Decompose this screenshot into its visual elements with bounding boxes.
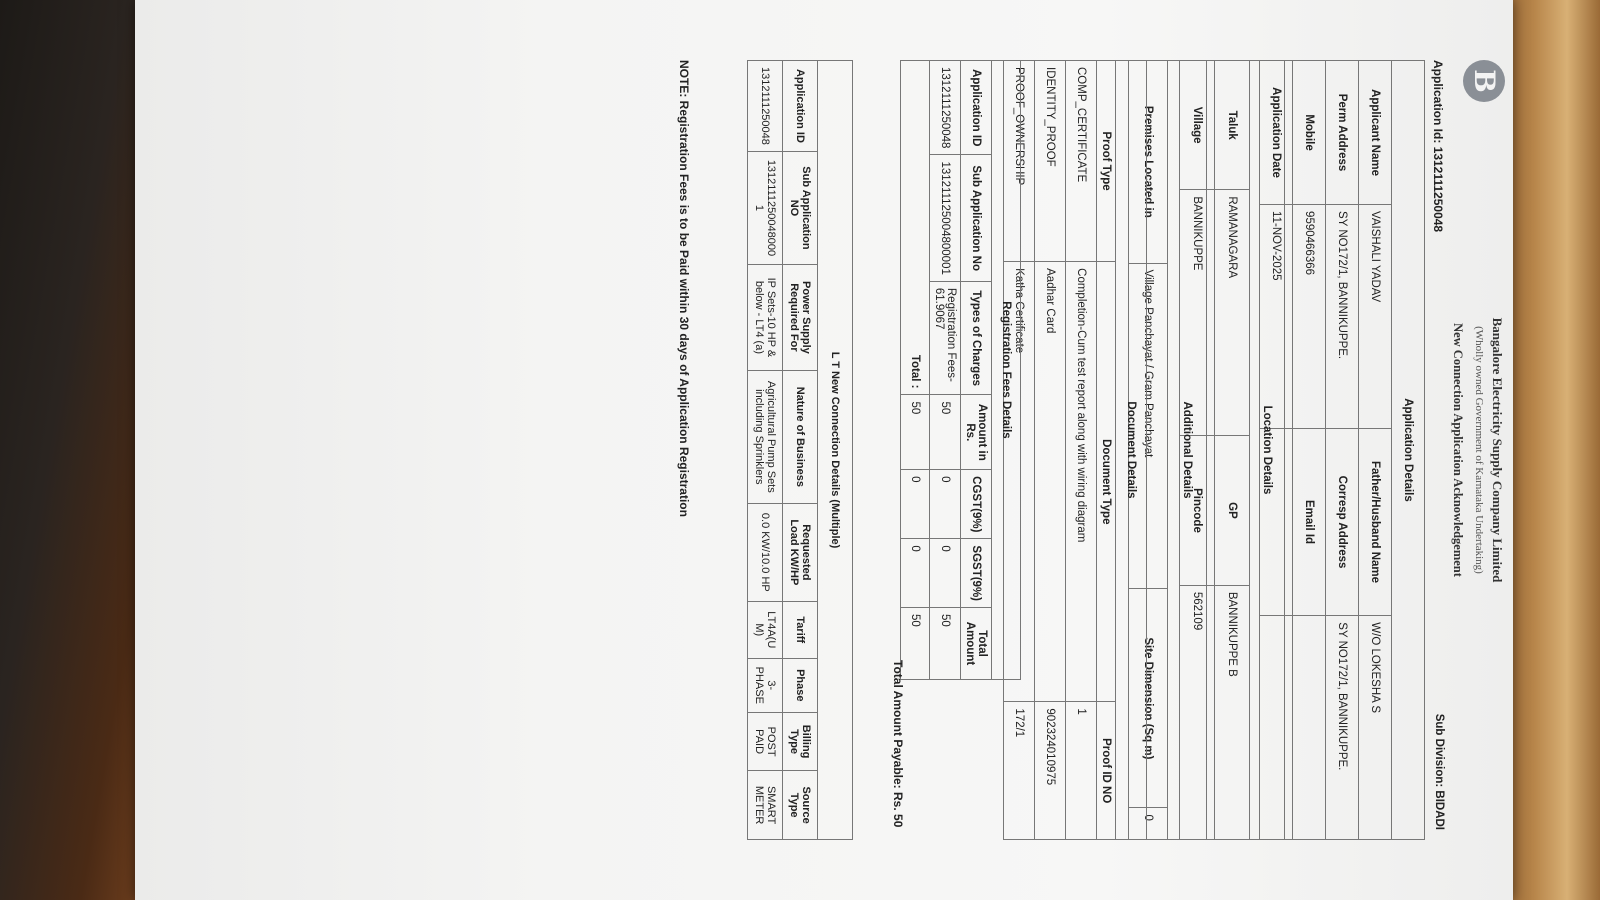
document-title: New Connection Application Acknowledgement bbox=[1451, 323, 1465, 577]
sub-division: Sub Division: BIDADI bbox=[1433, 713, 1445, 830]
paper-sheet bbox=[135, 0, 1513, 900]
perm-address-label: Perm Address bbox=[1326, 61, 1359, 205]
registration-fees-table bbox=[900, 60, 1021, 680]
table-row bbox=[930, 61, 961, 680]
taluk: RAMANAGARA bbox=[1215, 190, 1250, 436]
section-title: Registration Fees Details bbox=[992, 61, 1021, 680]
corresp-address-label: Corresp Address bbox=[1326, 428, 1359, 616]
sub-application-no-cell: 131211125004800001 bbox=[930, 155, 961, 281]
application-date-label: Application Date bbox=[1260, 61, 1293, 205]
table-row bbox=[748, 61, 783, 840]
application-id-cell: 1312111250048 bbox=[930, 61, 961, 155]
column-header: Source Type bbox=[783, 771, 818, 840]
document-type: Katha Certificate bbox=[1004, 262, 1035, 702]
billing-type-cell: POST PAID bbox=[748, 712, 783, 770]
proof-id: 1 bbox=[1066, 702, 1097, 840]
company-name: Bangalore Electricity Supply Company Limited bbox=[1490, 317, 1505, 583]
village-label: Village bbox=[1180, 61, 1215, 190]
pincode-label: Pincode bbox=[1180, 436, 1215, 586]
email bbox=[1293, 616, 1326, 840]
total-value: 50 bbox=[901, 395, 930, 470]
section-title: Additional Details bbox=[1168, 61, 1207, 840]
payment-note: NOTE: Registration Fees is to be Paid within 30 days of Application Registration bbox=[677, 60, 691, 517]
document-details-table bbox=[1003, 60, 1147, 840]
proof-type: COMP_CERTIFICATE bbox=[1066, 61, 1097, 262]
column-header: Phase bbox=[783, 658, 818, 712]
column-header: Sub Application NO bbox=[783, 151, 818, 264]
premises-label: Premises Located in bbox=[1129, 61, 1168, 264]
column-header: Power Supply Required For bbox=[783, 264, 818, 370]
section-title: Location Details bbox=[1250, 61, 1285, 840]
taluk-label: Taluk bbox=[1215, 61, 1250, 190]
column-header: Proof Type bbox=[1097, 61, 1116, 262]
site-dimension: 0 bbox=[1129, 808, 1168, 840]
amount-cell: 50 bbox=[930, 395, 961, 470]
sub-application-no-cell: 1312111250048000 1 bbox=[748, 151, 783, 264]
corresp-address: SY NO172/1, BANNIKUPPE. bbox=[1326, 616, 1359, 840]
company-subtitle: (Wholly owned Government of Karnataka Undertaking) bbox=[1473, 326, 1485, 574]
column-header: Application ID bbox=[961, 61, 992, 155]
total-amount-payable: Total Amount Payable: Rs. 50 bbox=[891, 660, 905, 828]
father-name-label: Father/Husband Name bbox=[1359, 428, 1392, 616]
charge-type-cell: Registration Fees-61.9067 bbox=[930, 281, 961, 395]
column-header: Billing Type bbox=[783, 712, 818, 770]
application-id-cell: 1312111250048 bbox=[748, 61, 783, 152]
proof-type: PROOF_OWNERSHIP bbox=[1004, 61, 1035, 262]
total-amount-cell: 50 bbox=[930, 608, 961, 680]
bescom-logo-icon: B bbox=[1463, 60, 1505, 102]
total-amount: 50 bbox=[901, 608, 930, 680]
column-header: Amount in Rs. bbox=[961, 395, 992, 470]
premises: Village Panchayat / Gram Panchayat bbox=[1129, 263, 1168, 589]
gp-label: GP bbox=[1215, 436, 1250, 586]
section-title: Application Details bbox=[1392, 61, 1425, 840]
column-header: Tariff bbox=[783, 601, 818, 658]
applicant-name-label: Applicant Name bbox=[1359, 61, 1392, 205]
mobile: 9590466366 bbox=[1293, 205, 1326, 429]
column-header: Proof ID NO bbox=[1097, 702, 1116, 840]
phase-cell: 3-PHASE bbox=[748, 658, 783, 712]
column-header: Application ID bbox=[783, 61, 818, 152]
requested-load-cell: 0.0 KW/10.0 HP bbox=[748, 503, 783, 601]
column-header: Requested Load KW/HP bbox=[783, 503, 818, 601]
sgst-cell: 0 bbox=[930, 539, 961, 608]
father-name: W/O LOKESHA S bbox=[1359, 616, 1392, 840]
total-cgst: 0 bbox=[901, 470, 930, 539]
section-title: Document Details bbox=[1116, 61, 1147, 840]
proof-id: 902324010975 bbox=[1035, 702, 1066, 840]
total-row bbox=[901, 61, 930, 680]
column-header: Document Type bbox=[1097, 262, 1116, 702]
table-row bbox=[1035, 61, 1066, 840]
rotated-document bbox=[135, 0, 1513, 900]
nature-of-business-cell: Agricultural Pump Sets including Sprinklers bbox=[748, 370, 783, 503]
proof-id: 172/1 bbox=[1004, 702, 1035, 840]
table-row bbox=[1066, 61, 1097, 840]
pincode: 562109 bbox=[1180, 585, 1215, 839]
column-header: Nature of Business bbox=[783, 370, 818, 503]
column-header: Types of Charges bbox=[961, 281, 992, 395]
mobile-label: Mobile bbox=[1293, 61, 1326, 205]
column-header: SGST(9%) bbox=[961, 539, 992, 608]
application-id: Application Id: 1312111250048 bbox=[1431, 60, 1445, 233]
tariff-cell: LT4A(U M) bbox=[748, 601, 783, 658]
site-dimension-label: Site Dimension (Sq m) bbox=[1129, 589, 1168, 808]
column-header: Sub Application No bbox=[961, 155, 992, 281]
proof-type: IDENTITY_PROOF bbox=[1035, 61, 1066, 262]
section-title: L T New Connection Details (Multiple) bbox=[818, 61, 853, 840]
gp: BANNIKUPPE B bbox=[1215, 585, 1250, 839]
application-date: 11-NOV-2025 bbox=[1260, 205, 1293, 429]
perm-address: SY NO172/1, BANNIKUPPE. bbox=[1326, 205, 1359, 429]
applicant-name: VAISHALI YADAV bbox=[1359, 205, 1392, 429]
total-label: Total : bbox=[901, 61, 930, 395]
power-supply-cell: IP Sets-10 HP & below - LT4 (a) bbox=[748, 264, 783, 370]
email-label: Email Id bbox=[1293, 428, 1326, 616]
column-header: CGST(9%) bbox=[961, 470, 992, 539]
village: BANNIKUPPE bbox=[1180, 190, 1215, 436]
document-type: Aadhar Card bbox=[1035, 262, 1066, 702]
document-type: Completion-Cum test report along with wiring diagram bbox=[1066, 262, 1097, 702]
total-sgst: 0 bbox=[901, 539, 930, 608]
lt-connection-table bbox=[747, 60, 853, 840]
cgst-cell: 0 bbox=[930, 470, 961, 539]
source-type-cell: SMART METER bbox=[748, 771, 783, 840]
column-header: Total Amount bbox=[961, 608, 992, 680]
